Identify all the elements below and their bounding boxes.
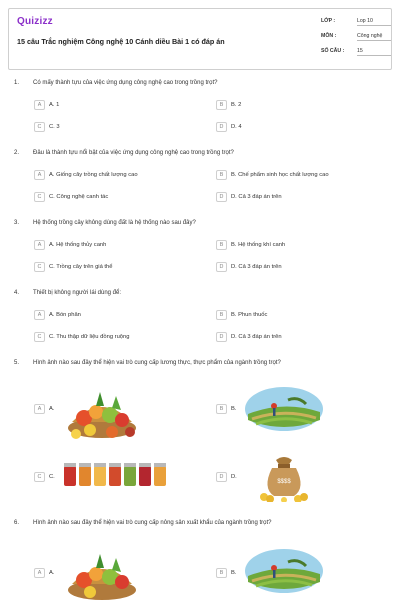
option-text: D.: [231, 474, 237, 480]
option-a[interactable]: [34, 170, 138, 180]
option-letter: B: [216, 170, 227, 180]
question-3: [14, 220, 386, 280]
farm-field-image: [244, 386, 324, 432]
option-text: C. Trồng cây trên giá thể: [49, 264, 113, 270]
option-text: A.: [49, 406, 55, 412]
question-text: Hệ thống trồng cây không dùng đất là hệ thống nào sau đây?: [33, 220, 196, 226]
question-number: 1.: [14, 80, 20, 86]
question-text: Có mấy thành tựu của việc ứng dụng công nghệ cao trong trồng trọt?: [33, 80, 218, 86]
option-letter: B: [216, 568, 227, 578]
option-text: B. 2: [231, 102, 242, 108]
option-letter: C: [34, 262, 45, 272]
option-text: B. Phun thuốc: [231, 312, 268, 318]
question-2: [14, 150, 386, 210]
option-text: B.: [231, 570, 237, 576]
option-c[interactable]: [34, 332, 129, 342]
juice-jars-image: [62, 458, 172, 488]
option-a[interactable]: [34, 310, 81, 320]
question-text: Hình ảnh nào sau đây thể hiện vai trò cung cấp nông sản xuất khẩu của ngành trồng trọt?: [33, 520, 272, 526]
vegetables-basket-image: [62, 544, 142, 600]
count-label: SỐ CÂU :: [321, 48, 345, 54]
question-number: 4.: [14, 290, 20, 296]
worksheet-header: [8, 8, 392, 70]
option-text: A. Bón phân: [49, 312, 81, 318]
option-letter: C: [34, 472, 45, 482]
option-text: D. Cả 3 đáp án trên: [231, 194, 282, 200]
option-letter: B: [216, 404, 227, 414]
option-text: A. Giống cây trồng chất lượng cao: [49, 172, 138, 178]
question-text: Thiết bị không người lái dùng để:: [33, 290, 122, 296]
option-text: B. Chế phẩm sinh học chất lượng cao: [231, 172, 329, 178]
option-letter: B: [216, 100, 227, 110]
subject-value: Công nghệ: [357, 33, 391, 41]
option-a[interactable]: [34, 100, 59, 110]
vegetables-basket-image: [62, 382, 142, 442]
option-d[interactable]: [216, 262, 282, 272]
option-letter: C: [34, 122, 45, 132]
option-text: D. Cả 3 đáp án trên: [231, 334, 282, 340]
option-b[interactable]: [216, 404, 236, 414]
question-6: [14, 520, 386, 600]
option-a[interactable]: [34, 404, 54, 414]
worksheet-title: 15 câu Trắc nghiệm Công nghệ 10 Cánh diều Bài 1 có đáp án: [17, 37, 225, 46]
option-letter: A: [34, 310, 45, 320]
question-5: [14, 360, 386, 510]
option-d[interactable]: [216, 472, 237, 482]
option-letter: D: [216, 122, 227, 132]
option-letter: D: [216, 192, 227, 202]
option-letter: A: [34, 100, 45, 110]
option-text: B.: [231, 406, 237, 412]
question-text: Hình ảnh nào sau đây thể hiện vai trò cung cấp lương thực, thực phẩm của ngành trồng trọt?: [33, 360, 281, 366]
option-letter: C: [34, 192, 45, 202]
subject-label: MÔN :: [321, 33, 337, 39]
option-a[interactable]: [34, 240, 106, 250]
option-text: D. Cả 3 đáp án trên: [231, 264, 282, 270]
option-b[interactable]: [216, 170, 329, 180]
option-c[interactable]: [34, 472, 55, 482]
option-letter: D: [216, 332, 227, 342]
option-letter: D: [216, 472, 227, 482]
farm-field-image: [244, 548, 324, 594]
question-number: 3.: [14, 220, 20, 226]
option-text: D. 4: [231, 124, 242, 130]
option-d[interactable]: [216, 192, 282, 202]
option-text: A. Hệ thống thủy canh: [49, 242, 107, 248]
option-letter: A: [34, 568, 45, 578]
option-letter: A: [34, 240, 45, 250]
class-value: Lop 10: [357, 18, 391, 26]
option-text: B. Hệ thống khí canh: [231, 242, 286, 248]
option-b[interactable]: [216, 100, 241, 110]
option-c[interactable]: [34, 192, 108, 202]
question-number: 2.: [14, 150, 20, 156]
question-number: 5.: [14, 360, 20, 366]
option-text: A. 1: [49, 102, 60, 108]
question-text: Đâu là thành tựu nổi bật của việc ứng dụng công nghệ cao trong trồng trọt?: [33, 150, 234, 156]
option-letter: B: [216, 240, 227, 250]
option-text: A.: [49, 570, 55, 576]
option-letter: B: [216, 310, 227, 320]
option-a[interactable]: [34, 568, 54, 578]
option-letter: A: [34, 170, 45, 180]
money-bag-image: [254, 450, 314, 502]
option-letter: D: [216, 262, 227, 272]
question-4: [14, 290, 386, 350]
option-b[interactable]: [216, 240, 285, 250]
option-c[interactable]: [34, 122, 60, 132]
option-b[interactable]: [216, 310, 267, 320]
question-number: 6.: [14, 520, 20, 526]
option-letter: A: [34, 404, 45, 414]
option-d[interactable]: [216, 332, 282, 342]
class-label: LỚP :: [321, 18, 336, 24]
option-b[interactable]: [216, 568, 236, 578]
option-text: C. Thu thập dữ liệu đồng ruộng: [49, 334, 130, 340]
question-1: [14, 80, 386, 140]
option-d[interactable]: [216, 122, 242, 132]
money-bag-text: $$$$: [277, 479, 291, 485]
option-letter: C: [34, 332, 45, 342]
option-text: C. 3: [49, 124, 60, 130]
count-value: 15: [357, 48, 391, 56]
option-text: C.: [49, 474, 55, 480]
option-text: C. Công nghệ canh tác: [49, 194, 109, 200]
option-c[interactable]: [34, 262, 112, 272]
quizizz-logo[interactable]: Quizizz: [17, 16, 53, 27]
